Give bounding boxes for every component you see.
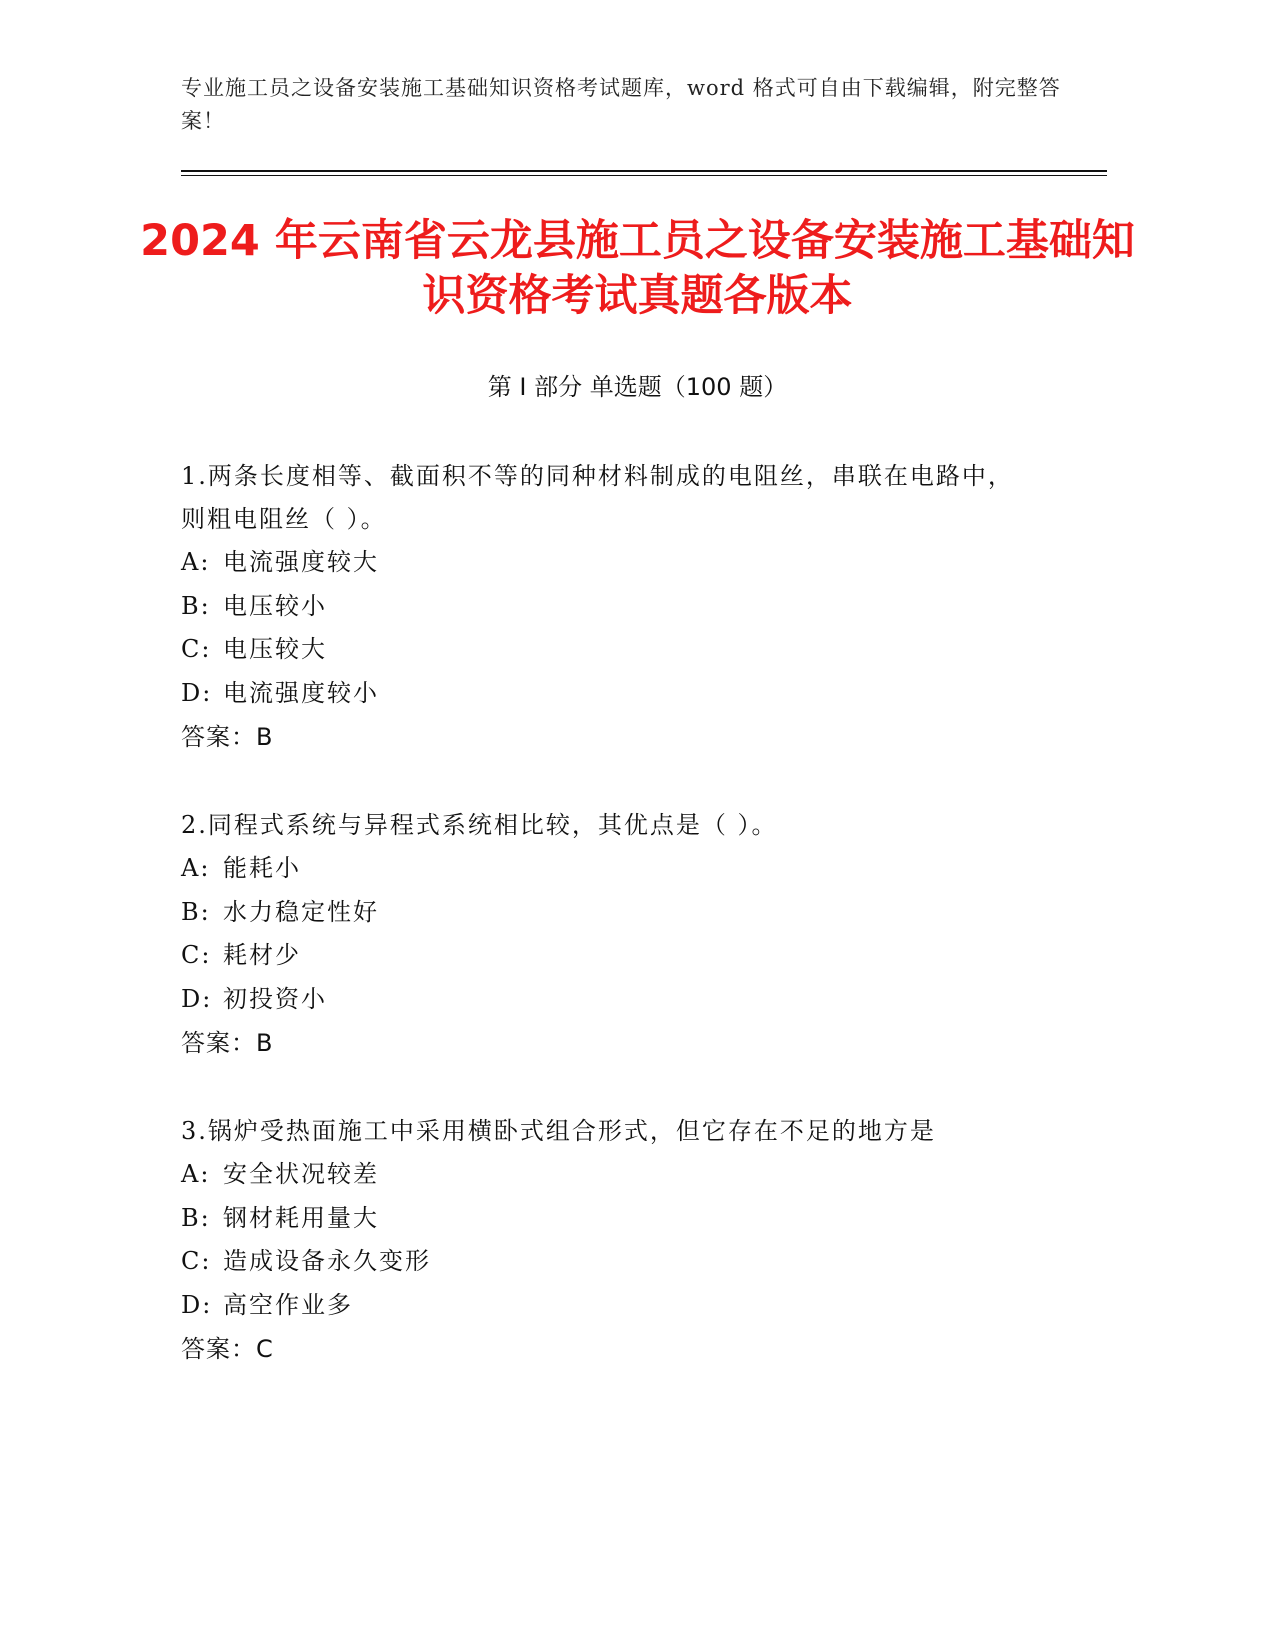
question-stem: 3.锅炉受热面施工中采用横卧式组合形式，但它存在不足的地方是 <box>181 1117 936 1145</box>
option-text: 电流强度较大 <box>223 548 379 576</box>
option-b <box>181 1197 1021 1241</box>
option-text: 安全状况较差 <box>223 1160 379 1188</box>
option-key: B: <box>181 1203 211 1232</box>
option-c <box>181 934 1021 978</box>
option-key: A: <box>181 1160 211 1188</box>
question-item <box>181 455 1021 759</box>
option-d <box>181 672 1021 716</box>
option-d <box>181 1284 1021 1328</box>
option-d <box>181 978 1021 1022</box>
header-divider-thick <box>181 170 1107 172</box>
option-key: C: <box>181 635 212 663</box>
question-stem: 2.同程式系统与异程式系统相比较，其优点是（ ）。 <box>181 811 778 839</box>
question-stem: 1.两条长度相等、截面积不等的同种材料制成的电阻丝，串联在电路中，则粗电阻丝（ ）。 <box>181 462 1014 533</box>
option-text: 电压较小 <box>223 591 327 620</box>
option-a <box>181 1153 1021 1197</box>
option-key: D: <box>181 984 213 1013</box>
option-key: C: <box>181 941 212 969</box>
question-item <box>181 1110 1021 1371</box>
answer-line: 答案：C <box>181 1335 274 1363</box>
option-key: C: <box>181 1247 212 1275</box>
option-a <box>181 541 1021 585</box>
option-text: 水力稳定性好 <box>223 897 379 926</box>
option-a <box>181 847 1021 891</box>
header-divider-thin <box>181 175 1107 176</box>
option-text: 能耗小 <box>223 854 301 882</box>
answer-line: 答案：B <box>181 1029 274 1057</box>
option-key: D: <box>181 1290 213 1319</box>
option-text: 电流强度较小 <box>223 678 379 707</box>
option-text: 造成设备永久变形 <box>223 1247 431 1275</box>
option-text: 电压较大 <box>223 635 327 663</box>
option-text: 钢材耗用量大 <box>223 1203 379 1232</box>
answer-line: 答案：B <box>181 723 274 751</box>
section-title: 第 I 部分 单选题（100 题） <box>487 373 788 401</box>
option-b <box>181 585 1021 629</box>
option-c <box>181 1240 1021 1284</box>
document-title: 2024 年云南省云龙县施工员之设备安装施工基础知识资格考试真题各版本 <box>140 216 1135 321</box>
option-key: A: <box>181 548 211 576</box>
option-text: 初投资小 <box>223 984 327 1013</box>
question-item <box>181 804 1021 1065</box>
option-key: D: <box>181 678 213 707</box>
option-text: 耗材少 <box>223 941 301 969</box>
question-list <box>181 455 1021 1416</box>
header-note: 专业施工员之设备安装施工基础知识资格考试题库，word 格式可自由下载编辑，附完整答案！ <box>181 76 1061 133</box>
option-b <box>181 891 1021 935</box>
option-key: B: <box>181 897 211 926</box>
option-text: 高空作业多 <box>223 1290 353 1319</box>
option-c <box>181 628 1021 672</box>
option-key: B: <box>181 591 211 620</box>
option-key: A: <box>181 854 211 882</box>
